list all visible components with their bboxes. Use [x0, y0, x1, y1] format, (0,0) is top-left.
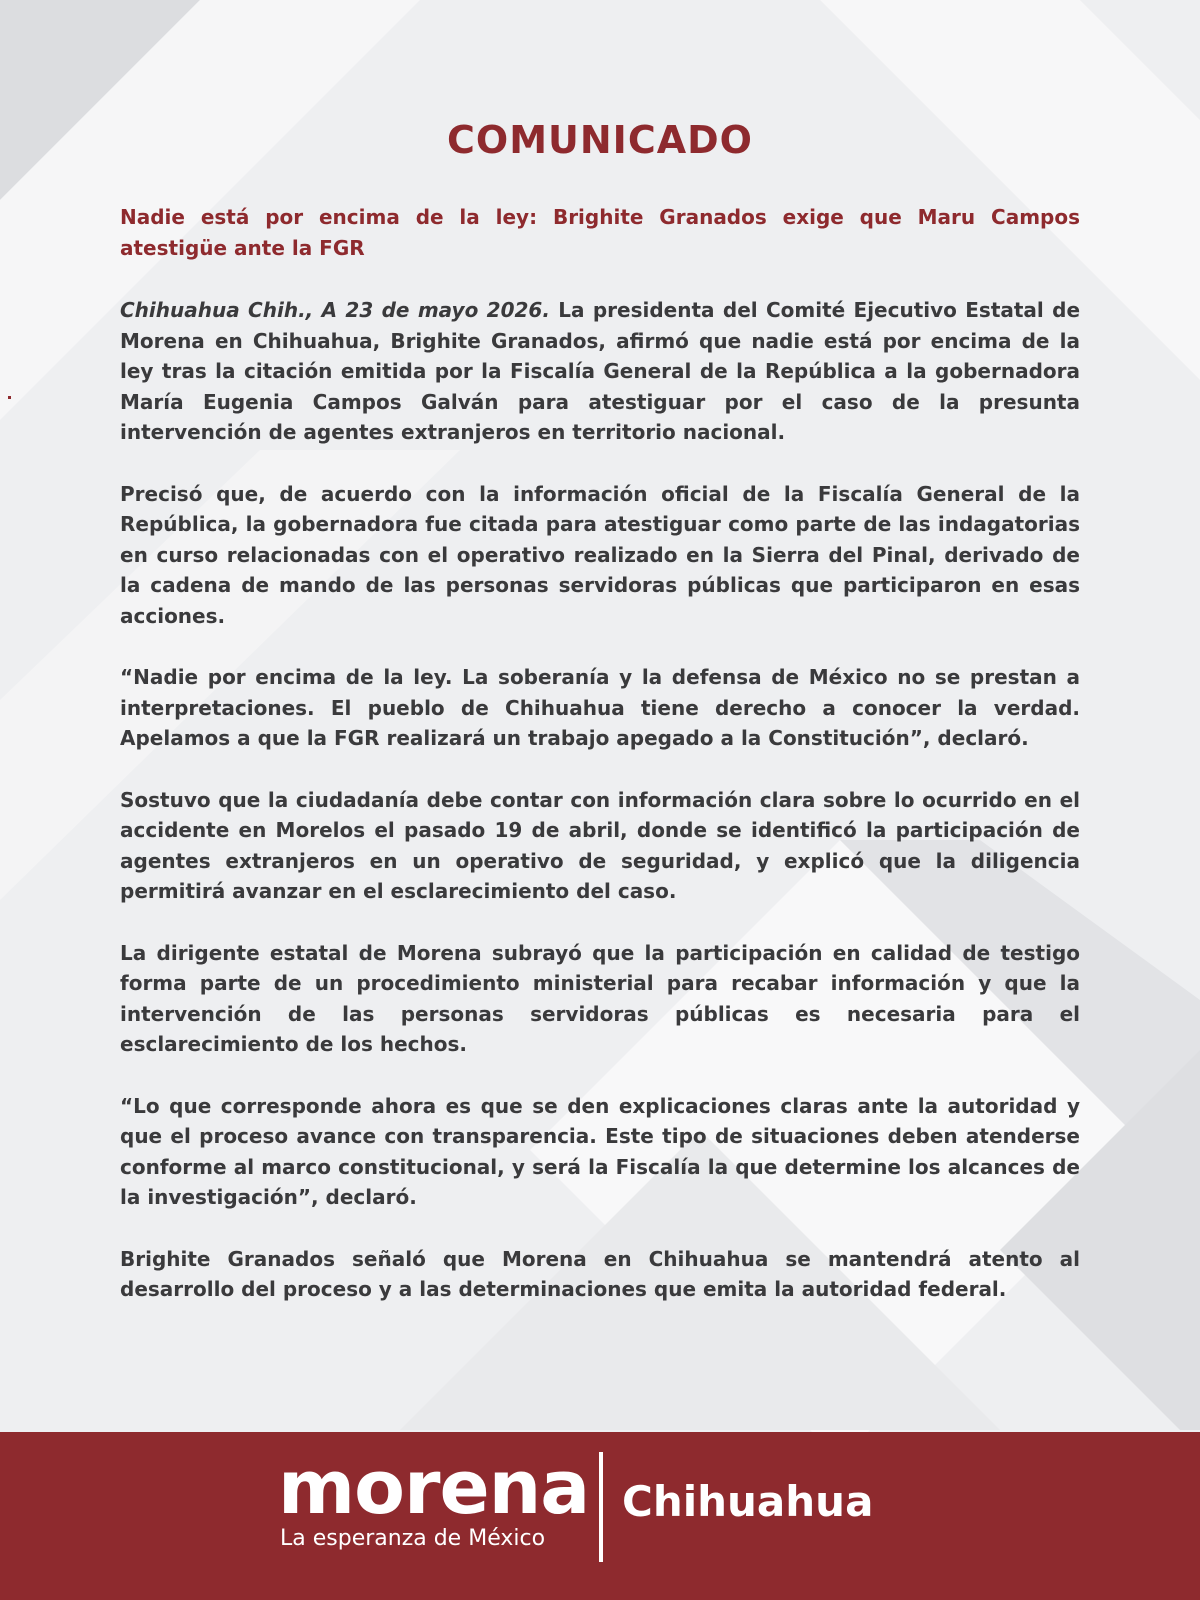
- paragraph-5: La dirigente estatal de Morena subrayó que la participación en calidad de testigo forma parte de un procedimiento ministerial para recabar información y que la intervención de las personas servidoras públicas es necesaria para el esclarecimiento de los hechos.: [120, 940, 1080, 1056]
- stray-mark: [8, 396, 11, 399]
- document-title: COMUNICADO: [447, 118, 753, 162]
- paragraph-2: Precisó que, de acuerdo con la información oficial de la Fiscalía General de la República, la gobernadora fue citada para atestiguar como parte de las indagatorias en curso relacionadas con el operativo realizado en la Sierra del Pinal, derivado de la cadena de mando de las personas servidoras públicas que participaron en esas acciones.: [120, 481, 1080, 628]
- footer-banner: [0, 1432, 1200, 1600]
- morena-logo-wordmark: morena: [278, 1445, 590, 1531]
- press-release: [120, 118, 1080, 1336]
- paragraph-4: Sostuvo que la ciudadanía debe contar con información clara sobre lo ocurrido en el accidente en Morelos el pasado 19 de abril, donde se identificó la participación de agentes extranjeros en un operativo de seguridad, y explicó que la diligencia permitirá avanzar en el esclarecimiento del caso.: [120, 787, 1080, 903]
- paragraph-6: “Lo que corresponde ahora es que se den explicaciones claras ante la autoridad y que el proceso avance con transparencia. Este tipo de situaciones deben atenderse conforme al marco constitucional, y será la Fiscalía la que determine los alcances de la investigación”, declaró.: [120, 1093, 1080, 1209]
- paragraph-7: Brighite Granados señaló que Morena en Chihuahua se mantendrá atento al desarrollo del proceso y a las determinaciones que emita la autoridad federal.: [120, 1246, 1080, 1301]
- paragraph-1-text: La presidenta del Comité Ejecutivo Estatal de Morena en Chihuahua, Brighite Granados, afirmó que nadie está por encima de la ley tras la citación emitida por la Fiscalía General de la República a la gobernadora María Eugenia Campos Galván para atestiguar por el caso de la presunta intervención de agentes extranjeros en territorio nacional.: [120, 298, 1081, 444]
- paragraph-1: [120, 295, 1080, 448]
- logo-tagline: La esperanza de México: [280, 1526, 546, 1551]
- headline: Nadie está por encima de la ley: Brighite Granados exige que Maru Campos atestigüe ante la FGR: [120, 205, 1080, 260]
- region-name: Chihuahua: [622, 1477, 874, 1526]
- footer-divider: [599, 1452, 603, 1562]
- paragraph-3: “Nadie por encima de la ley. La soberanía y la defensa de México no se prestan a interpretaciones. El pueblo de Chihuahua tiene derecho a conocer la verdad. Apelamos a que la FGR realizará un trabajo apegado a la Constitución”, declaró.: [120, 665, 1080, 750]
- dateline: Chihuahua Chih., A 23 de mayo 2026.: [120, 298, 550, 322]
